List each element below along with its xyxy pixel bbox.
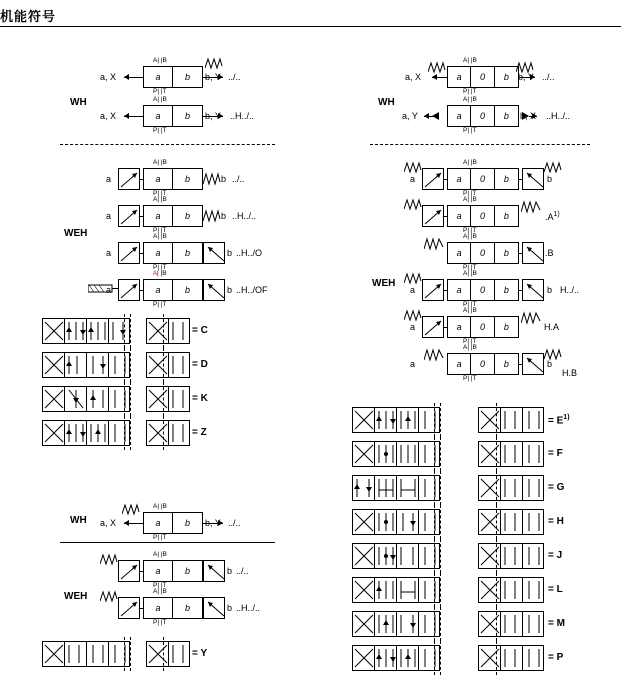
guide-line bbox=[130, 416, 131, 450]
row-code: ..H../.. bbox=[232, 211, 257, 221]
guide-line bbox=[130, 637, 131, 671]
symbol-diagram bbox=[42, 352, 130, 378]
guide-line bbox=[440, 471, 441, 505]
guide-line bbox=[440, 403, 441, 437]
solenoid-box bbox=[203, 597, 225, 619]
solenoid-box bbox=[203, 242, 225, 264]
symbol-code: = Y bbox=[192, 648, 208, 659]
guide-line bbox=[440, 607, 441, 641]
valve-cell: a bbox=[144, 513, 173, 533]
row-right-label: b, X bbox=[520, 111, 537, 121]
row-left-label: a, X bbox=[100, 518, 117, 528]
spring-icon bbox=[203, 170, 221, 188]
valve-block bbox=[447, 353, 519, 375]
row-right-label: b bbox=[227, 566, 233, 576]
ports-top: A| |B bbox=[153, 196, 167, 203]
symbol-code: = G bbox=[548, 482, 565, 493]
symbol-diagram bbox=[352, 611, 440, 637]
guide-line bbox=[434, 607, 435, 641]
solenoid-box bbox=[522, 279, 544, 301]
guide-line bbox=[434, 505, 435, 539]
row-code: ../.. bbox=[232, 174, 245, 184]
connector-line bbox=[444, 290, 447, 291]
valve-cell: 0 bbox=[471, 169, 494, 189]
guide-line bbox=[130, 314, 131, 348]
valve-cell: a bbox=[448, 354, 471, 374]
row-code: ..H../.. bbox=[546, 111, 571, 121]
section-divider bbox=[60, 144, 275, 145]
valve-cell: 0 bbox=[471, 106, 494, 126]
guide-line bbox=[163, 637, 164, 671]
row-left-label: a bbox=[410, 174, 416, 184]
valve-cell: 0 bbox=[471, 206, 494, 226]
valve-block bbox=[143, 512, 203, 534]
symbol-code: = D bbox=[192, 359, 208, 370]
solenoid-box bbox=[118, 242, 140, 264]
title-divider bbox=[0, 26, 621, 27]
guide-line bbox=[434, 437, 435, 471]
solenoid-box bbox=[422, 316, 444, 338]
guide-line bbox=[434, 539, 435, 573]
ports-top: A| |B bbox=[153, 551, 167, 558]
valve-block bbox=[447, 66, 519, 88]
valve-cell: b bbox=[503, 211, 509, 221]
manual-override-icon bbox=[88, 281, 118, 297]
spring-icon bbox=[424, 236, 444, 252]
ports-top: A| |B bbox=[463, 159, 477, 166]
ports-top: A| |B bbox=[153, 503, 167, 510]
valve-block bbox=[143, 205, 203, 227]
valve-block bbox=[447, 242, 519, 264]
ports-bottom: P| |T bbox=[153, 619, 167, 626]
guide-line bbox=[434, 471, 435, 505]
row-left-label: a, X bbox=[100, 72, 117, 82]
valve-cell: a bbox=[144, 243, 173, 263]
valve-cell: b bbox=[185, 248, 191, 258]
valve-cell: b bbox=[185, 211, 191, 221]
symbol-diagram bbox=[146, 641, 190, 667]
page-title: 机能符号 bbox=[0, 9, 57, 24]
valve-cell: b bbox=[503, 248, 509, 258]
guide-line bbox=[440, 641, 441, 675]
row-left-label: a bbox=[106, 285, 112, 295]
connector-line bbox=[140, 608, 143, 609]
section-divider bbox=[60, 542, 275, 543]
guide-line bbox=[440, 437, 441, 471]
spring-icon bbox=[404, 197, 422, 211]
guide-line bbox=[434, 403, 435, 437]
symbol-diagram bbox=[352, 509, 440, 535]
row-left-label: a bbox=[410, 359, 416, 369]
symbol-code: = M bbox=[548, 618, 565, 629]
solenoid-box bbox=[422, 205, 444, 227]
ports-bottom: P| |T bbox=[463, 127, 477, 134]
ports-bottom: P| |T bbox=[463, 190, 477, 197]
connector-line bbox=[140, 253, 143, 254]
ports-top: A| |B bbox=[463, 270, 477, 277]
row-right-label: b, Y bbox=[205, 518, 221, 528]
valve-cell: 0 bbox=[471, 243, 494, 263]
solenoid-box bbox=[118, 168, 140, 190]
right-group1-wh-label: WH bbox=[378, 97, 395, 108]
valve-block bbox=[143, 105, 203, 127]
solenoid-box bbox=[422, 279, 444, 301]
ports-bottom: P| |T bbox=[463, 264, 477, 271]
valve-cell: 0 bbox=[471, 317, 494, 337]
valve-cell: a bbox=[448, 206, 471, 226]
spring-icon bbox=[122, 502, 140, 516]
right-group2-weh-label: WEH bbox=[372, 278, 396, 289]
valve-cell: 0 bbox=[471, 354, 494, 374]
valve-cell: a bbox=[448, 280, 471, 300]
spring-icon bbox=[428, 60, 446, 74]
spring-icon bbox=[544, 160, 562, 174]
symbol-diagram bbox=[478, 509, 544, 535]
solenoid-box bbox=[118, 279, 140, 301]
row-right-label: b bbox=[221, 174, 227, 184]
row-left-label: a bbox=[410, 285, 416, 295]
symbol-code: = Z bbox=[192, 427, 207, 438]
symbol-diagram bbox=[42, 386, 130, 412]
symbol-code: = H bbox=[548, 516, 564, 527]
symbol-diagram bbox=[478, 543, 544, 569]
ports-bottom: P| |T bbox=[463, 88, 477, 95]
valve-cell: a bbox=[144, 280, 173, 300]
valve-block bbox=[143, 66, 203, 88]
valve-cell: b bbox=[185, 72, 191, 82]
guide-line bbox=[163, 416, 164, 450]
left-group3-weh-label: WEH bbox=[64, 591, 88, 602]
row-left-label: a bbox=[106, 211, 112, 221]
guide-line bbox=[496, 573, 497, 607]
ports-bottom: P| |T bbox=[153, 190, 167, 197]
valve-cell: 0 bbox=[471, 280, 494, 300]
ports-bottom: P| |T bbox=[463, 375, 477, 382]
symbol-diagram bbox=[478, 407, 544, 433]
symbol-diagram bbox=[146, 352, 190, 378]
symbol-code: = K bbox=[192, 393, 208, 404]
solenoid-box bbox=[203, 560, 225, 582]
spring-icon bbox=[404, 271, 422, 285]
connector-line bbox=[444, 216, 447, 217]
symbol-code: = C bbox=[192, 325, 208, 336]
guide-line bbox=[440, 539, 441, 573]
guide-line bbox=[434, 641, 435, 675]
ports-bottom: P| |T bbox=[463, 301, 477, 308]
valve-cell: b bbox=[503, 322, 509, 332]
ports-bottom: P| |T bbox=[153, 301, 167, 308]
valve-cell: b bbox=[185, 285, 191, 295]
left-group2-weh-label: WEH bbox=[64, 228, 88, 239]
guide-line bbox=[496, 607, 497, 641]
ports-top: A| |B bbox=[463, 96, 477, 103]
ports-top: A| |B bbox=[463, 57, 477, 64]
spring-icon bbox=[100, 589, 118, 603]
symbol-code: = F bbox=[548, 448, 563, 459]
connector-line bbox=[140, 216, 143, 217]
row-right-label: b bbox=[221, 211, 227, 221]
row-left-label: a, X bbox=[100, 111, 117, 121]
symbol-diagram bbox=[352, 441, 440, 467]
guide-line bbox=[124, 416, 125, 450]
row-right-label: b bbox=[227, 248, 233, 258]
solenoid-box bbox=[522, 168, 544, 190]
valve-block bbox=[447, 279, 519, 301]
row-code: .B bbox=[545, 248, 554, 258]
row-right-label: b bbox=[227, 603, 233, 613]
row-left-label: a bbox=[106, 248, 112, 258]
left-group3-wh-label: WH bbox=[70, 515, 87, 526]
ports-top: A| |B bbox=[153, 270, 167, 277]
valve-cell: b bbox=[185, 518, 191, 528]
symbol-code: = P bbox=[548, 652, 564, 663]
section-divider bbox=[370, 144, 590, 145]
symbol-code: = L bbox=[548, 584, 563, 595]
ports-bottom: P| |T bbox=[463, 338, 477, 345]
row-code: ..H../OF bbox=[236, 285, 268, 295]
valve-block bbox=[143, 597, 203, 619]
row-code: ..H../.. bbox=[236, 603, 261, 613]
symbol-diagram bbox=[478, 475, 544, 501]
connector-line bbox=[519, 364, 522, 365]
ports-bottom: P| |T bbox=[153, 534, 167, 541]
spring-icon bbox=[404, 308, 422, 322]
arrow-left-icon bbox=[432, 74, 437, 80]
valve-cell: a bbox=[144, 206, 173, 226]
valve-cell: a bbox=[144, 67, 173, 87]
row-left-label: a bbox=[106, 174, 112, 184]
valve-block bbox=[143, 242, 203, 264]
row-left-label: a, X bbox=[405, 72, 422, 82]
guide-line bbox=[434, 573, 435, 607]
guide-line bbox=[163, 382, 164, 416]
row-code: ../.. bbox=[236, 566, 249, 576]
spring-icon bbox=[424, 347, 444, 363]
valve-cell: a bbox=[448, 169, 471, 189]
symbol-diagram bbox=[42, 420, 130, 446]
spring-icon bbox=[521, 199, 541, 215]
solenoid-box bbox=[118, 205, 140, 227]
guide-line bbox=[440, 505, 441, 539]
ports-top: A| |B bbox=[463, 344, 477, 351]
guide-line bbox=[496, 471, 497, 505]
symbol-diagram bbox=[352, 407, 440, 433]
valve-cell: a bbox=[448, 243, 471, 263]
ports-top: A| |B bbox=[153, 159, 167, 166]
row-right-label: b, Y bbox=[205, 72, 221, 82]
valve-block bbox=[143, 560, 203, 582]
connector-line bbox=[444, 179, 447, 180]
row-right-label: b, Y bbox=[205, 111, 221, 121]
row-code: ../.. bbox=[228, 518, 241, 528]
row-code: H../.. bbox=[560, 285, 580, 295]
ports-top: A| |B bbox=[463, 307, 477, 314]
valve-cell: b bbox=[185, 174, 191, 184]
solenoid-box bbox=[522, 242, 544, 264]
valve-cell: a bbox=[144, 598, 173, 618]
valve-cell: a bbox=[448, 317, 471, 337]
arrow-left-icon bbox=[124, 520, 129, 526]
ports-bottom: P| |T bbox=[153, 582, 167, 589]
valve-cell: a bbox=[144, 106, 173, 126]
guide-line bbox=[130, 382, 131, 416]
row-right-label: b bbox=[547, 359, 553, 369]
connector-line bbox=[140, 290, 143, 291]
guide-line bbox=[496, 539, 497, 573]
symbol-diagram bbox=[352, 543, 440, 569]
ports-bottom: P| |T bbox=[153, 227, 167, 234]
ports-top: A| |B bbox=[153, 233, 167, 240]
symbol-diagram bbox=[478, 611, 544, 637]
row-right-label: b bbox=[547, 285, 553, 295]
symbol-diagram bbox=[146, 420, 190, 446]
row-code: ../.. bbox=[542, 72, 555, 82]
connector-line bbox=[519, 290, 522, 291]
connector-line bbox=[519, 179, 522, 180]
solenoid-box bbox=[118, 597, 140, 619]
left-group1-wh-label: WH bbox=[70, 97, 87, 108]
row-right-label: b, Y bbox=[518, 72, 534, 82]
symbol-diagram bbox=[478, 577, 544, 603]
symbol-diagram bbox=[478, 441, 544, 467]
row-code: ../.. bbox=[228, 72, 241, 82]
ports-bottom: P| |T bbox=[153, 127, 167, 134]
symbol-diagram bbox=[478, 645, 544, 671]
guide-line bbox=[496, 403, 497, 437]
guide-line bbox=[130, 348, 131, 382]
symbol-code: = $E^{1)}$ bbox=[548, 414, 570, 427]
guide-line bbox=[496, 505, 497, 539]
row-left-label: a bbox=[410, 322, 416, 332]
valve-cell: 0 bbox=[471, 67, 494, 87]
symbol-diagram bbox=[352, 645, 440, 671]
guide-line bbox=[124, 348, 125, 382]
guide-line bbox=[124, 382, 125, 416]
valve-block bbox=[143, 168, 203, 190]
connector-line bbox=[140, 571, 143, 572]
ports-top: A| |B bbox=[463, 233, 477, 240]
guide-line bbox=[496, 641, 497, 675]
solenoid-box bbox=[422, 168, 444, 190]
row-left-label: a, Y bbox=[402, 111, 418, 121]
ports-bottom: P| |T bbox=[463, 227, 477, 234]
symbol-diagram bbox=[42, 318, 130, 344]
spring-icon bbox=[203, 207, 221, 225]
valve-block bbox=[447, 205, 519, 227]
valve-cell: b bbox=[503, 359, 509, 369]
connector-line bbox=[444, 327, 447, 328]
connector-line bbox=[140, 179, 143, 180]
valve-cell: b bbox=[503, 111, 509, 121]
guide-line bbox=[124, 637, 125, 671]
row-right-label: b bbox=[547, 174, 553, 184]
arrow-left-icon bbox=[124, 113, 129, 119]
valve-block bbox=[447, 316, 519, 338]
symbol-diagram bbox=[352, 577, 440, 603]
valve-cell: a bbox=[448, 67, 471, 87]
valve-cell: b bbox=[503, 72, 509, 82]
ports-bottom: P| |T bbox=[153, 88, 167, 95]
valve-cell: a bbox=[448, 106, 471, 126]
guide-line bbox=[496, 437, 497, 471]
valve-cell: b bbox=[185, 603, 191, 613]
row-code: H.B bbox=[562, 368, 578, 378]
guide-line bbox=[440, 573, 441, 607]
ports-top: A| |B bbox=[153, 57, 167, 64]
spring-icon bbox=[404, 160, 422, 174]
solenoid-box bbox=[522, 353, 544, 375]
row-code: ..H../.. bbox=[230, 111, 255, 121]
symbol-diagram bbox=[352, 475, 440, 501]
solenoid-box bbox=[118, 560, 140, 582]
guide-line bbox=[124, 314, 125, 348]
valve-block bbox=[143, 279, 203, 301]
connector-line bbox=[519, 253, 522, 254]
arrow-left-icon bbox=[424, 113, 429, 119]
valve-cell: b bbox=[185, 111, 191, 121]
arrow-left-icon bbox=[124, 74, 129, 80]
valve-block bbox=[447, 105, 519, 127]
valve-block bbox=[447, 168, 519, 190]
spring-icon bbox=[100, 552, 118, 566]
solenoid-box bbox=[203, 279, 225, 301]
ports-top: A| |B bbox=[153, 96, 167, 103]
spring-icon bbox=[521, 310, 541, 326]
ports-top: A| |B bbox=[153, 588, 167, 595]
valve-cell: b bbox=[503, 174, 509, 184]
valve-cell: a bbox=[144, 561, 173, 581]
row-code: ..H../O bbox=[236, 248, 263, 258]
row-right-label: b bbox=[227, 285, 233, 295]
valve-cell: b bbox=[185, 566, 191, 576]
spring-icon bbox=[205, 56, 223, 70]
symbol-code: = J bbox=[548, 550, 563, 561]
ports-top: A| |B bbox=[463, 196, 477, 203]
symbol-diagram bbox=[146, 386, 190, 412]
guide-line bbox=[163, 348, 164, 382]
symbol-diagram bbox=[42, 641, 130, 667]
ports-bottom: P| |T bbox=[153, 264, 167, 271]
row-code: H.A bbox=[544, 322, 560, 332]
guide-line bbox=[163, 314, 164, 348]
symbol-diagram bbox=[146, 318, 190, 344]
row-code: $.A^{1)}$ bbox=[545, 211, 560, 222]
valve-cell: b bbox=[503, 285, 509, 295]
valve-cell: a bbox=[144, 169, 173, 189]
